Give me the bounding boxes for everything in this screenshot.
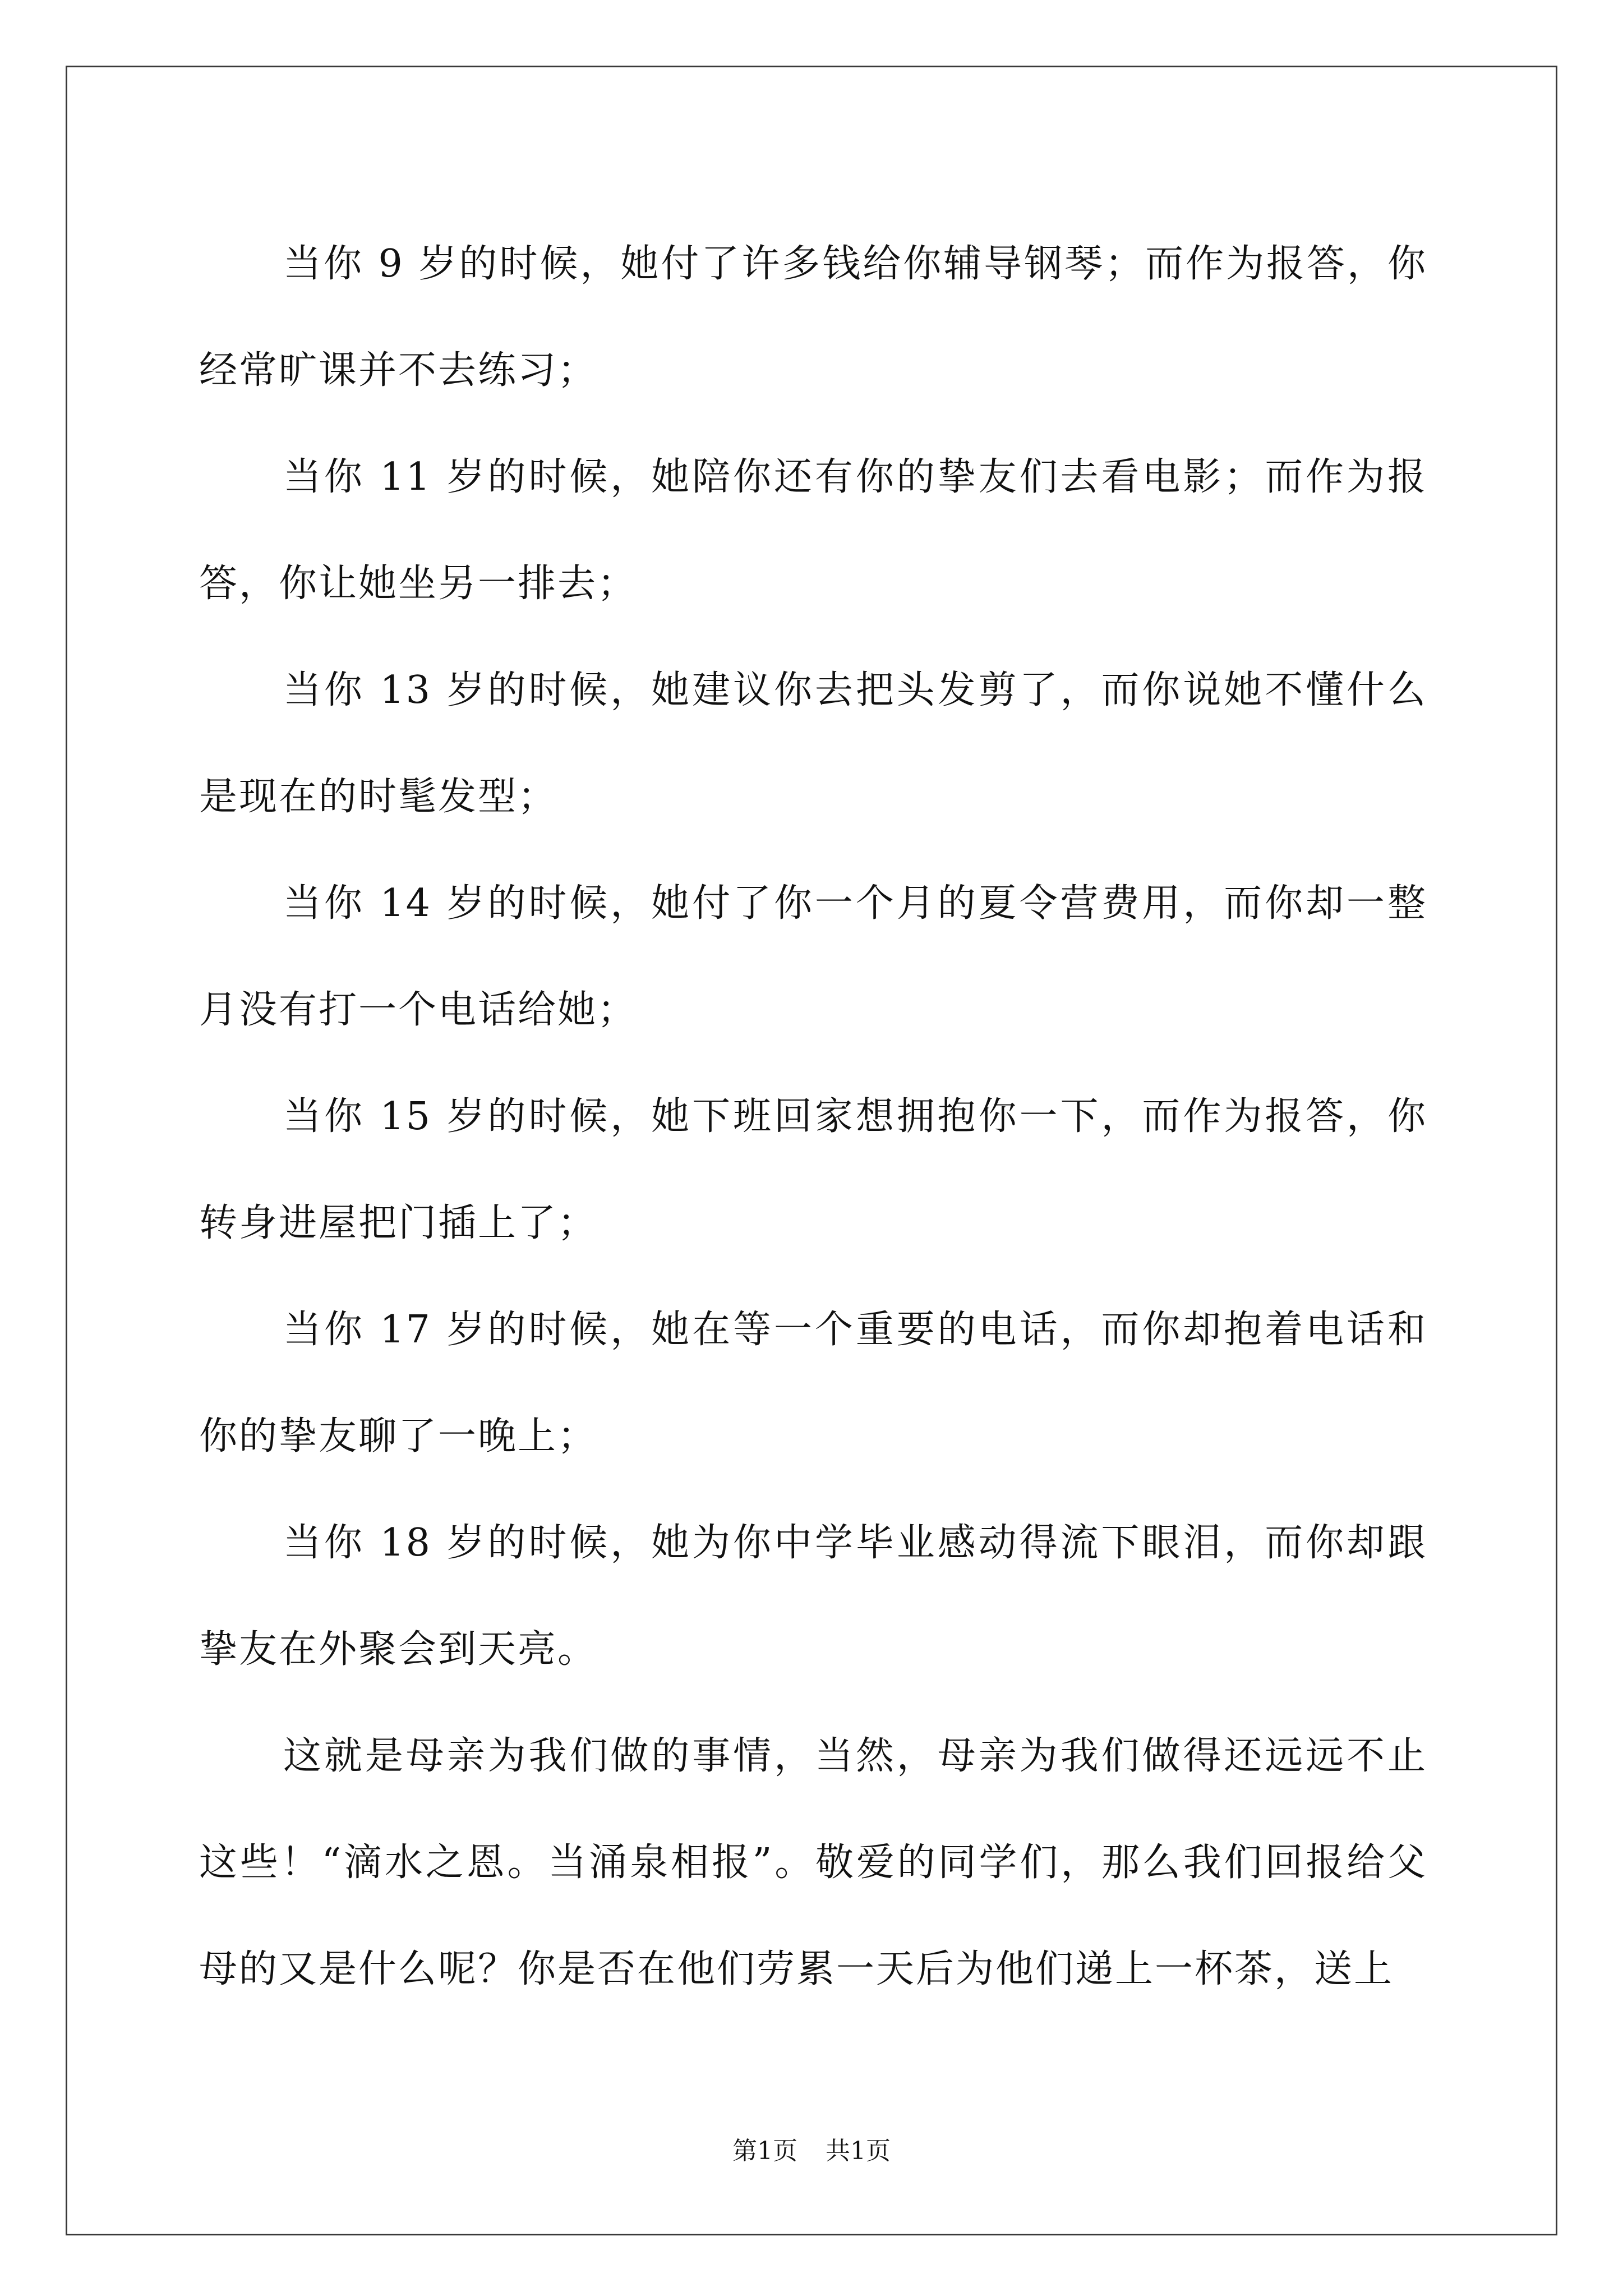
page-footer bbox=[0, 2134, 1623, 2168]
paragraph: 当你 13 岁的时候，她建议你去把头发剪了，而你说她不懂什么是现在的时髦发型； bbox=[199, 668, 1427, 819]
paragraph: 当你 15 岁的时候，她下班回家想拥抱你一下，而作为报答，你转身进屋把门插上了； bbox=[199, 1094, 1427, 1245]
paragraph: 当你 17 岁的时候，她在等一个重要的电话，而你却抱着电话和你的挚友聊了一晚上； bbox=[199, 1308, 1427, 1458]
page-number: 第1页 bbox=[732, 2137, 797, 2165]
page-count: 共1页 bbox=[826, 2137, 891, 2165]
paragraph: 当你 9 岁的时候，她付了许多钱给你辅导钢琴；而作为报答，你经常旷课并不去练习； bbox=[199, 242, 1427, 393]
document-body bbox=[199, 211, 1427, 2023]
paragraph: 当你 11 岁的时候，她陪你还有你的挚友们去看电影；而作为报答，你让她坐另一排去； bbox=[199, 455, 1427, 606]
paragraph: 当你 14 岁的时候，她付了你一个月的夏令营费用，而你却一整月没有打一个电话给她； bbox=[199, 881, 1427, 1032]
paragraph: 当你 18 岁的时候，她为你中学毕业感动得流下眼泪，而你却跟挚友在外聚会到天亮。 bbox=[199, 1521, 1427, 1672]
paragraph: 这就是母亲为我们做的事情，当然，母亲为我们做得还远远不止这些！“滴水之恩。当涌泉相报”。敬爱的同学们，那么我们回报给父母的又是什么呢？你是否在他们劳累一天后为他们递上一杯茶，送上 bbox=[199, 1734, 1427, 1991]
